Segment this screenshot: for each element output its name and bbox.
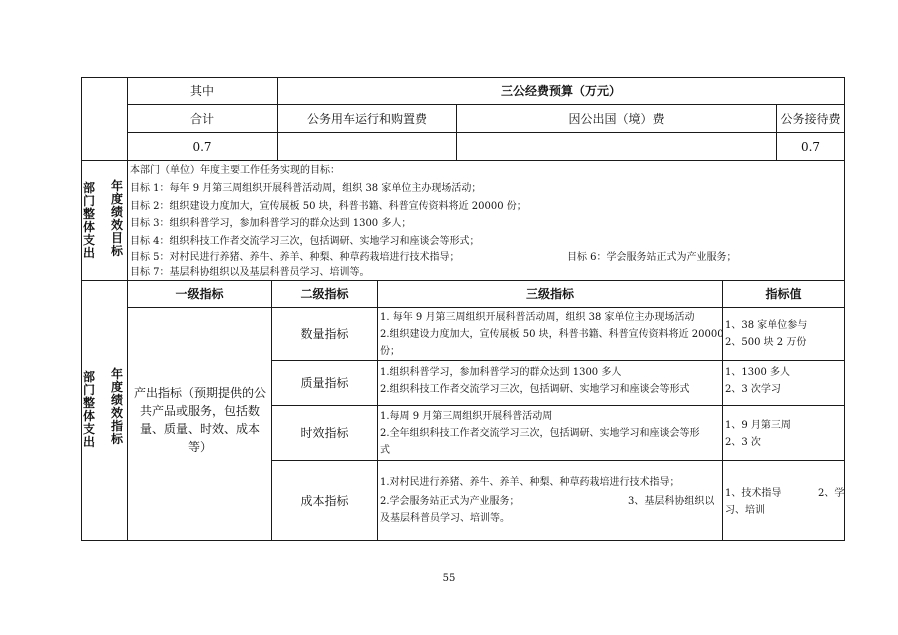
level2-quality: 质量指标: [300, 376, 349, 390]
value-cost-line: 2、学: [818, 488, 845, 499]
header-level1: 一级指标: [175, 287, 224, 301]
level3-cost-line: 1.对村民进行养猪、养牛、养羊、种梨、种草药栽培进行技术指导；: [380, 477, 680, 488]
value-quantity-line: 2、500 块 2 万份: [725, 337, 807, 348]
jiedai-label: 公务接待费: [780, 111, 841, 126]
gongwu-che-label: 公务用车运行和购置费: [306, 111, 427, 126]
level3-cost-line: 2.学会服务站正式为产业服务；: [380, 496, 520, 507]
value-timeliness-line: 2、3 次: [725, 437, 761, 448]
level3-quality-line: 2.组织科技工作者交流学习三次，包括调研、实地学习和座谈会等形式: [380, 384, 690, 395]
goal-item: 目标 3：组织科普学习，参加科普学习的群众达到 1300 多人；: [130, 218, 412, 229]
level3-timeliness-line: 1.每周 9 月第三周组织开展科普活动周: [380, 411, 553, 422]
level3-quantity-line: 1. 每年 9 月第三周组织开展科普活动周，组织 38 家单位主办现场活动: [380, 312, 695, 323]
heji-label: 合计: [189, 111, 214, 126]
page-number: 55: [442, 573, 456, 584]
header-level2: 二级指标: [300, 287, 349, 301]
yingong-label: 因公出国（境）费: [568, 111, 665, 126]
goals-sub-label: 年度绩效目标: [110, 179, 123, 258]
value-quality-line: 2、3 次学习: [725, 384, 781, 395]
sangong-title: 三公经费预算（万元）: [500, 84, 621, 98]
value-quality-line: 1、1300 多人: [725, 367, 790, 378]
level3-quantity-line: 2.组织建设力度加大，宣传展板 50 块，科普书籍、科普宣传资料将近 20000: [380, 329, 724, 340]
level2-quantity: 数量指标: [300, 327, 349, 341]
level2-cost: 成本指标: [300, 493, 349, 508]
goal-item: 目标 5：对村民进行养猪、养牛、养羊、种梨、种草药栽培进行技术指导；: [130, 252, 460, 263]
indicators-sub-label: 年度绩效指标: [110, 367, 123, 446]
goal-item-6: 目标 6：学会服务站正式为产业服务；: [567, 252, 737, 263]
level3-quality-line: 1.组织科普学习，参加科普学习的群众达到 1300 多人: [380, 367, 622, 378]
goal-item: 目标 1：每年 9 月第三周组织开展科普活动周，组织 38 家单位主办现场活动；: [130, 183, 482, 194]
jiedai-value: 0.7: [800, 139, 821, 154]
header-value: 指标值: [765, 287, 802, 301]
goals-side-label: 部门整体支出: [82, 181, 95, 260]
header-level3: 三级指标: [525, 287, 574, 301]
value-cost-line: 1、技术指导: [725, 488, 782, 499]
indicators-side-label: 部门整体支出: [82, 370, 95, 449]
value-timeliness-line: 1、9 月第三周: [725, 420, 791, 431]
goals-intro: 本部门（单位）年度主要工作任务实现的目标：: [130, 165, 340, 176]
goal-item: 目标 7：基层科协组织以及基层科普员学习、培训等。: [130, 267, 370, 278]
qizhong-label: 其中: [189, 84, 214, 98]
level3-quantity-line: 份；: [380, 346, 400, 357]
level1-output-indicator: 产出指标（预期提供的公共产品或服务，包括数量、质量、时效、成本等）: [133, 386, 266, 454]
goal-item: 目标 2：组织建设力度加大，宣传展板 50 块，科普书籍、科普宣传资料将近 20000 份；: [130, 201, 527, 212]
heji-value: 0.7: [192, 139, 212, 154]
value-cost-line: 习、培训: [725, 505, 765, 516]
goal-item: 目标 4：组织科技工作者交流学习三次，包括调研、实地学习和座谈会等形式；: [130, 236, 480, 247]
value-quantity-line: 1、38 家单位参与: [725, 320, 808, 331]
level3-cost-line: 3、基层科协组织以: [628, 496, 715, 507]
level2-timeliness: 时效指标: [300, 426, 349, 440]
level3-timeliness-line: 式: [380, 445, 390, 456]
level3-timeliness-line: 2.全年组织科技工作者交流学习三次，包括调研、实地学习和座谈会等形: [380, 428, 700, 439]
level3-cost-line: 及基层科普员学习、培训等。: [380, 513, 510, 524]
